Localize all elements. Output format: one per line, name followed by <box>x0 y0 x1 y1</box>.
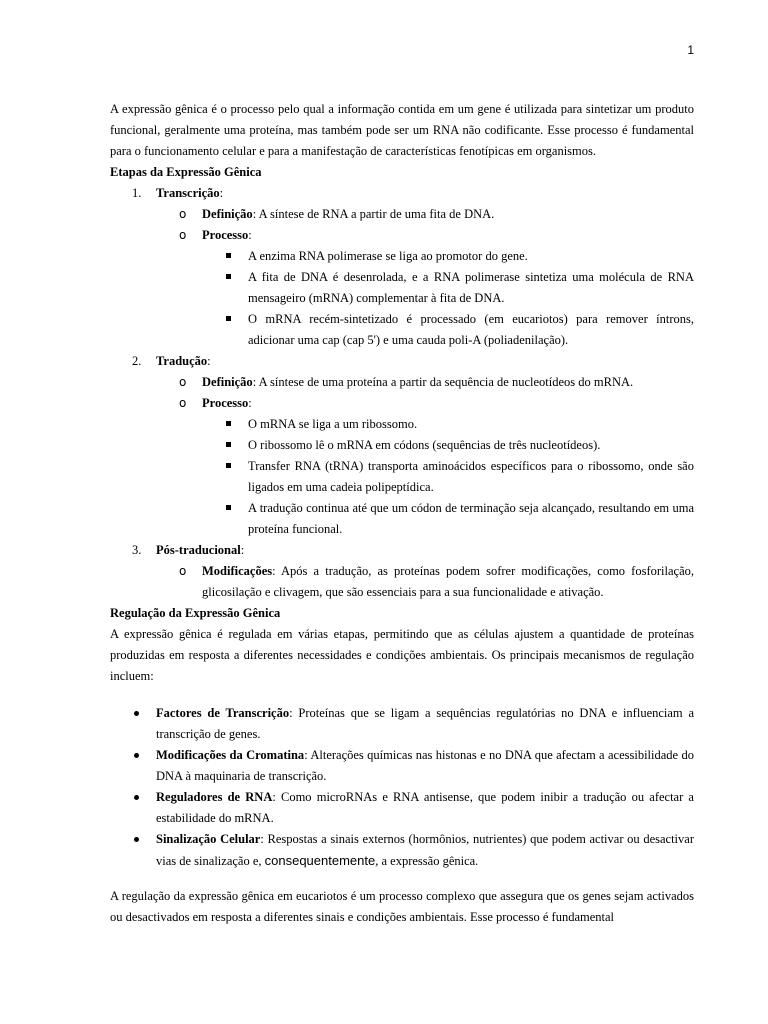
intro-paragraph: A expressão gênica é o processo pelo qual a informação contida em um gene é utilizada para sintetizar um produto funcional, geralmente uma proteína, mas também pode ser um RNA não codificante. Esse processo é fundamental para o funcionamento celular e para a manifestação de características fenotípicas em organismos. <box>110 102 694 158</box>
square-bullet-icon <box>226 463 231 468</box>
step-sub-list <box>156 561 694 603</box>
section-heading-etapas: Etapas da Expressão Gênica <box>110 165 262 179</box>
step-title: Transcrição <box>156 186 220 200</box>
steps-list <box>110 183 694 603</box>
sub-text: : Após a tradução, as proteínas podem sofrer modificações, como fosforilação, glicosilação e clivagem, que são essenciais para a sua funcionalidade e ativação. <box>202 564 694 599</box>
process-item: O mRNA recém-sintetizado é processado (em eucariotos) para remover íntrons, adicionar uma cap (cap 5') e uma cauda poli-A (poliadenilação). <box>202 309 694 351</box>
bullet-icon <box>134 711 139 716</box>
regulation-item: Sinalização Celular: Respostas a sinais externos (hormônios, nutrientes) que podem activar ou desactivar vias de sinalização e, consequentemente, a expressão gênica. <box>110 829 694 872</box>
step-number: 1. <box>132 186 142 200</box>
section-heading-regulacao: Regulação da Expressão Gênica <box>110 606 281 620</box>
sub-text: : <box>248 228 252 242</box>
sub-label: Processo <box>202 228 249 242</box>
sub-text: : <box>248 396 252 410</box>
regulation-paragraph: A expressão gênica é regulada em várias etapas, permitindo que as células ajustem a quantidade de proteínas produzidas em resposta a diferentes necessidades e condições ambientais. Os principais mecanismos de regulação incluem: <box>110 627 694 683</box>
step-sub-list <box>156 204 694 351</box>
regulation-item: Modificações da Cromatina: Alterações químicas nas histonas e no DNA que afectam a acessibilidade do DNA à maquinaria de transcrição. <box>110 745 694 787</box>
circle-bullet-icon: o <box>179 375 187 389</box>
page-number: 1 <box>687 43 694 57</box>
circle-bullet-icon: o <box>179 228 187 242</box>
circle-bullet-icon: o <box>179 564 187 578</box>
step-sub-list <box>156 372 694 540</box>
process-item: A fita de DNA é desenrolada, e a RNA polimerase sintetiza uma molécula de RNA mensageiro (mRNA) complementar à fita de DNA. <box>202 267 694 309</box>
square-bullet-icon <box>226 442 231 447</box>
closing-paragraph: A regulação da expressão gênica em eucariotos é um processo complexo que assegura que os genes sejam activados ou desactivados em resposta a diferentes sinais e condições ambientais. Esse processo é fundamental <box>110 889 694 924</box>
sub-text: : A síntese de RNA a partir de uma fita de DNA. <box>252 207 495 221</box>
square-bullet-icon <box>226 421 231 426</box>
step-item <box>110 540 694 603</box>
square-bullet-icon <box>226 316 231 321</box>
step-colon: : <box>240 543 245 557</box>
process-item: O ribossomo lê o mRNA em códons (sequências de três nucleotídeos). <box>202 435 694 456</box>
sub-item <box>156 225 694 351</box>
step-item <box>110 183 694 351</box>
sub-label: Definição <box>202 375 253 389</box>
circle-bullet-icon: o <box>179 207 187 221</box>
process-item: A tradução continua até que um códon de terminação seja alcançado, resultando em uma proteína funcional. <box>202 498 694 540</box>
sub-text: : A síntese de uma proteína a partir da sequência de nucleotídeos do mRNA. <box>252 375 634 389</box>
process-list <box>202 246 694 351</box>
regulation-item: Reguladores de RNA: Como microRNAs e RNA antisense, que podem inibir a tradução ou afectar a estabilidade do mRNA. <box>110 787 694 829</box>
document-body <box>110 99 694 928</box>
sub-label: Processo <box>202 396 249 410</box>
process-item: Transfer RNA (tRNA) transporta aminoácidos específicos para o ribossomo, onde são ligados em uma cadeia polipeptídica. <box>202 456 694 498</box>
regulation-item: Factores de Transcrição: Proteínas que se ligam a sequências regulatórias no DNA e influenciam a transcrição de genes. <box>110 703 694 745</box>
bullet-icon <box>134 795 139 800</box>
sub-label: Definição <box>202 207 253 221</box>
bullet-icon <box>134 753 139 758</box>
step-title: Pós-traducional <box>156 543 241 557</box>
bullet-icon <box>134 837 139 842</box>
step-colon: : <box>219 186 224 200</box>
square-bullet-icon <box>226 505 231 510</box>
step-number: 2. <box>132 354 142 368</box>
step-title: Tradução <box>156 354 208 368</box>
sub-item <box>156 561 694 603</box>
process-item: A enzima RNA polimerase se liga ao promotor do gene. <box>202 246 694 267</box>
step-colon: : <box>207 354 211 368</box>
square-bullet-icon <box>226 253 231 258</box>
regulation-list <box>110 703 694 872</box>
sub-item <box>156 204 694 225</box>
sub-item <box>156 372 694 393</box>
process-list <box>202 414 694 540</box>
sub-label: Modificações <box>202 564 273 578</box>
step-number: 3. <box>132 543 142 557</box>
process-item: O mRNA se liga a um ribossomo. <box>202 414 694 435</box>
step-item <box>110 351 694 540</box>
square-bullet-icon <box>226 274 231 279</box>
circle-bullet-icon: o <box>179 396 187 410</box>
sub-item <box>156 393 694 540</box>
